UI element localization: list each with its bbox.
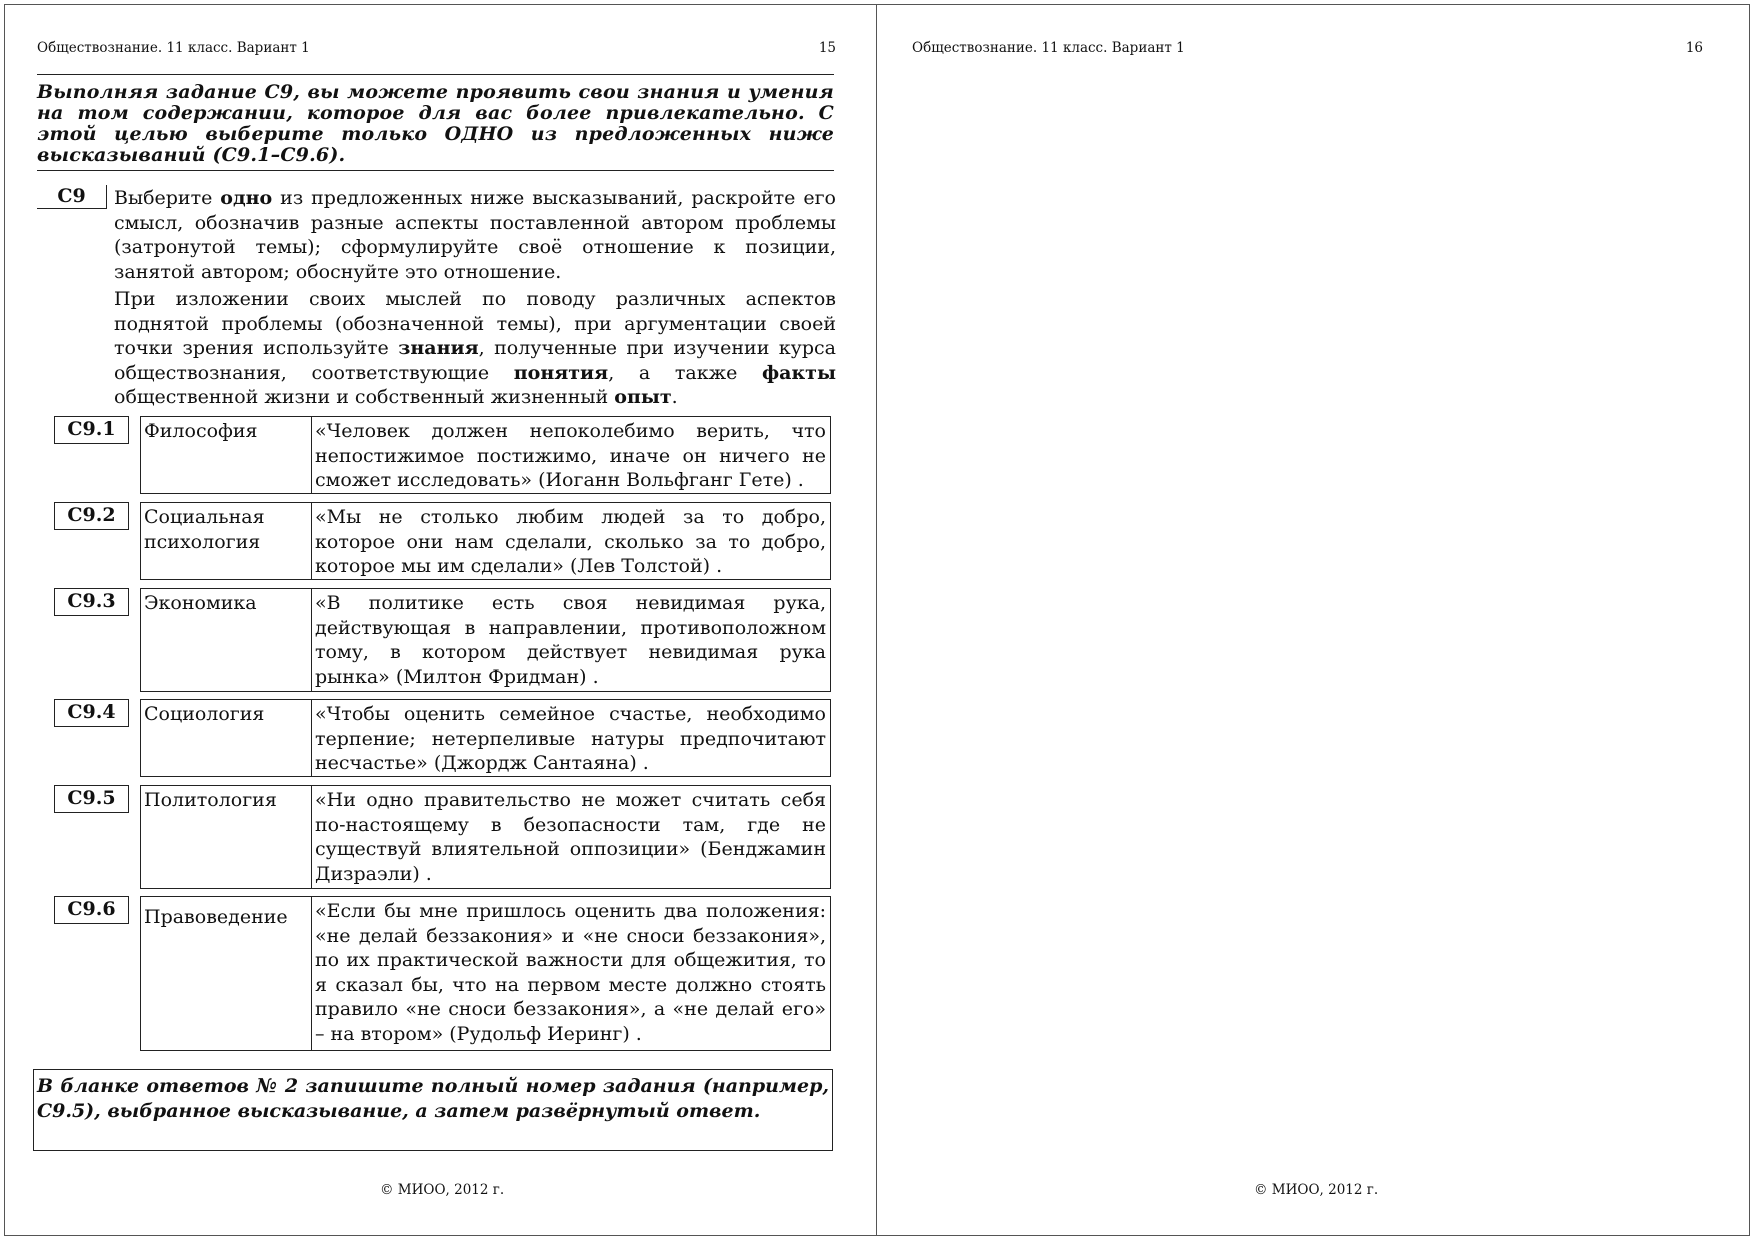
right-page (877, 4, 1749, 1236)
option-quote: «Мы не столько любим людей за то добро, которое они нам сделали, сколько за то добро, которое мы им сделали» (Лев Толстой) . (315, 506, 826, 577)
option-subject: Социология (141, 700, 312, 776)
option-quote: «Человек должен непоколебимо верить, что непостижимое постижимо, иначе он ничего не сможет исследовать» (Иоганн Вольфганг Гете) . (315, 420, 826, 491)
task-text (114, 186, 836, 413)
divider-rule (37, 74, 834, 75)
page-number: 15 (818, 40, 836, 56)
option-box (140, 416, 831, 494)
option-code: С9.1 (54, 416, 129, 444)
page-number: 16 (1685, 40, 1703, 56)
option-box (140, 588, 831, 692)
option-box (140, 785, 831, 889)
option-quote: «Ни одно правительство не может считать себя по-настоящему в безопасности там, где не существуй влиятельной оппозиции» (Бенджамин Дизраэли) . (315, 789, 826, 885)
option-code: С9.5 (54, 785, 129, 813)
option-code: С9.2 (54, 502, 129, 530)
option-box (140, 896, 831, 1051)
option-quote: «Чтобы оценить семейное счастье, необходимо терпение; нетерпеливые натуры предпочитают несчастье» (Джордж Сантаяна) . (315, 703, 826, 774)
option-subject: Правоведение (141, 897, 312, 1050)
option-code: С9.4 (54, 699, 129, 727)
option-code: С9.3 (54, 588, 129, 616)
option-subject: Философия (141, 417, 312, 493)
option-box (140, 502, 831, 580)
option-subject: Социальная психология (141, 503, 312, 579)
option-subject: Экономика (141, 589, 312, 691)
left-page (4, 4, 876, 1236)
intro-instruction: Выполняя задание С9, вы можете проявить свои знания и умения на том содержании, которое для вас более привлекательно. С этой целью выберите только ОДНО из предложенных ниже высказываний (С9.1–С9.6). (37, 81, 834, 166)
option-subject: Политология (141, 786, 312, 888)
option-box (140, 699, 831, 777)
option-quote: «В политике есть своя невидимая рука, действующая в направлении, противоположном тому, в котором действует невидимая рука рынка» (Милтон Фридман) . (315, 592, 826, 688)
task-paragraph-1: Выберите одно из предложенных ниже высказываний, раскройте его смысл, обозначив разные аспекты поставленной автором проблемы (затронутой темы); сформулируйте своё отношение к позиции, занятой автором; обоснуйте это отношение. (114, 187, 836, 283)
header-title: Обществознание. 11 класс. Вариант 1 (912, 40, 1185, 56)
task-code-label: С9 (37, 185, 107, 209)
answer-instruction-box: В бланке ответов № 2 запишите полный номер задания (например, С9.5), выбранное высказывание, а затем развёрнутый ответ. (33, 1069, 833, 1151)
option-code: С9.6 (54, 896, 129, 924)
divider-rule (37, 170, 834, 171)
header-title: Обществознание. 11 класс. Вариант 1 (37, 40, 310, 56)
task-paragraph-2: При изложении своих мыслей по поводу различных аспектов поднятой проблемы (обозначенной темы), при аргументации своей точки зрения используйте знания, полученные при изучении курса обществознания, соответствующие понятия, а также факты общественной жизни и собственный жизненный опыт. (114, 288, 836, 408)
copyright-footer: © МИОО, 2012 г. (380, 1182, 505, 1198)
option-quote: «Если бы мне пришлось оценить два положения: «не делай беззакония» и «не сноси беззакония», по их практической важности для общежития, то я сказал бы, что на первом месте должно стоять правило «не сноси беззакония», а «не делай его» – на втором» (Рудольф Иеринг) . (315, 900, 826, 1045)
copyright-footer: © МИОО, 2012 г. (1254, 1182, 1379, 1198)
